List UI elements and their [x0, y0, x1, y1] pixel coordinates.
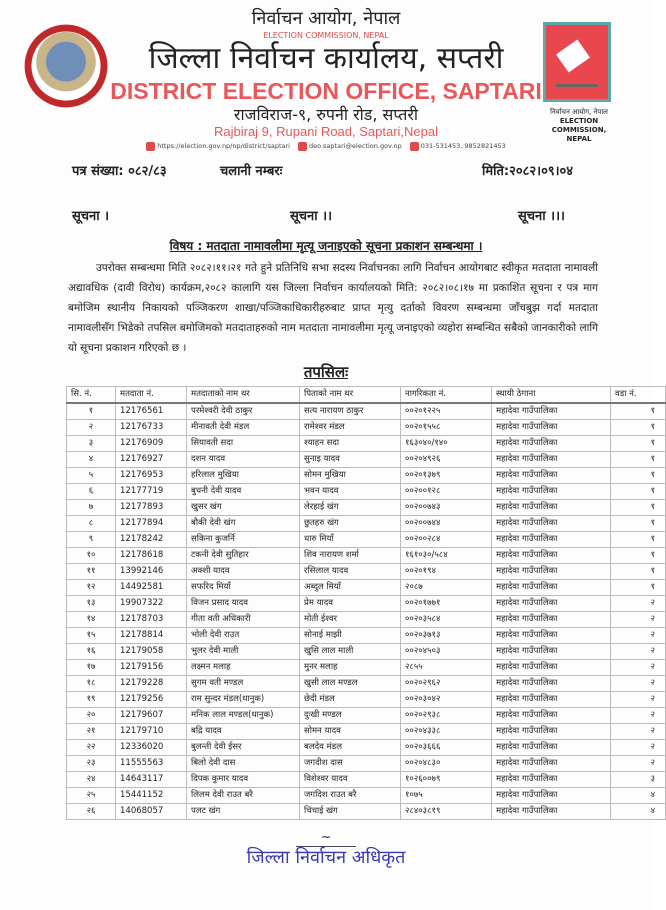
address-np: राजविराज-९, रुपनी रोड, सप्तरी: [233, 105, 419, 124]
table-header: [67, 387, 666, 404]
table-cell: छुतहरु खंग: [300, 516, 401, 532]
table-cell: १३: [67, 596, 116, 612]
table-cell: महादेवा गाउँपालिका: [492, 692, 611, 708]
table-cell: दिपक कुमार यादव: [187, 772, 300, 788]
column-header: सि. नं.: [67, 387, 116, 404]
table-cell: २१: [67, 724, 116, 740]
table-cell: ००२०१३७९: [401, 468, 492, 484]
table-cell: 12178703: [116, 612, 187, 628]
column-header: नागरिकता नं.: [401, 387, 492, 404]
table-cell: १५: [67, 628, 116, 644]
table-cell: ४: [611, 788, 666, 804]
table-row: [67, 708, 666, 724]
table-cell: टकनी देवी सुतिहार: [187, 548, 300, 564]
table-cell: 11555563: [116, 756, 187, 772]
table-row: [67, 564, 666, 580]
table-cell: महादेवा गाउँपालिका: [492, 772, 611, 788]
table-cell: ३: [67, 436, 116, 452]
column-header: मतदाताको नाम थर: [187, 387, 300, 404]
table-cell: २३: [67, 756, 116, 772]
table-row: [67, 772, 666, 788]
table-cell: ११: [67, 564, 116, 580]
table-cell: ००२००२८४: [401, 532, 492, 548]
table-cell: २८४०३८१९: [401, 804, 492, 820]
table-cell: १: [611, 420, 666, 436]
phone-text: 031-531453, 9852821453: [420, 142, 506, 150]
logo-caption-np: निर्वाचन आयोग, नेपाल: [550, 108, 608, 116]
logo-caption: [542, 108, 616, 144]
table-cell: 12176733: [116, 420, 187, 436]
table-row: [67, 420, 666, 436]
table-cell: 12179058: [116, 644, 187, 660]
table-cell: महादेवा गाउँपालिका: [492, 516, 611, 532]
table-cell: 12179607: [116, 708, 187, 724]
table-cell: भुलर देवी माली: [187, 644, 300, 660]
table-cell: २: [611, 596, 666, 612]
table-cell: बुधनी देवी यादव: [187, 484, 300, 500]
table-cell: १: [611, 468, 666, 484]
table-cell: ००२०२९६२: [401, 676, 492, 692]
table-cell: १६: [67, 644, 116, 660]
notice-label: सूचना ।: [72, 209, 110, 224]
table-cell: ००२०४८३०: [401, 756, 492, 772]
table-cell: २: [611, 644, 666, 660]
table-cell: 14643117: [116, 772, 187, 788]
table-cell: ००२००१२८: [401, 484, 492, 500]
column-header: मतदाता नं.: [116, 387, 187, 404]
commission-name-en: ELECTION COMMISSION, NEPAL: [263, 31, 389, 40]
table-cell: २: [611, 756, 666, 772]
table-cell: १४: [67, 612, 116, 628]
table-cell: ७: [67, 500, 116, 516]
table-cell: सफरिद मियाँ: [187, 580, 300, 596]
table-cell: महादेवा गाउँपालिका: [492, 436, 611, 452]
table-cell: लक्ष्मन मलाह: [187, 660, 300, 676]
table-cell: १: [611, 532, 666, 548]
signatory-title: जिल्ला निर्वाचन अधिकृत: [246, 847, 406, 868]
table-cell: दुःखी मण्डल: [300, 708, 401, 724]
table-cell: ९: [67, 532, 116, 548]
table-cell: ६: [67, 484, 116, 500]
table-cell: सत्य नारायण ठाकुर: [300, 403, 401, 420]
table-cell: ००२००७४३: [401, 500, 492, 516]
table-row: [67, 660, 666, 676]
table-cell: बद्रि यादव: [187, 724, 300, 740]
table-cell: २: [611, 692, 666, 708]
table-cell: १: [611, 436, 666, 452]
table-cell: सोनाई माझी: [300, 628, 401, 644]
table-cell: ००२००७४४: [401, 516, 492, 532]
table-cell: जगदिश राउत बरै: [300, 788, 401, 804]
table-row: [67, 452, 666, 468]
table-cell: २: [611, 724, 666, 740]
column-header: पिताको नाम थर: [300, 387, 401, 404]
table-cell: 19907322: [116, 596, 187, 612]
table-cell: शिव नारायण शर्मा: [300, 548, 401, 564]
table-cell: २: [611, 628, 666, 644]
table-cell: २८५५: [401, 660, 492, 676]
column-header: वडा नं.: [611, 387, 666, 404]
table-cell: ४: [611, 804, 666, 820]
letter-number: पत्र संख्या: ०८२/८३: [72, 164, 167, 179]
table-cell: सुनाइ यादव: [300, 452, 401, 468]
notice-body: [0, 238, 655, 875]
table-cell: ००२०२९३८: [401, 708, 492, 724]
letter-date: मिति:२०८२।०९।०४: [482, 164, 574, 179]
column-header: स्थायी ठेगाना: [492, 387, 611, 404]
table-cell: महादेवा गाउँपालिका: [492, 788, 611, 804]
table-cell: खुसी लाल मण्डल: [300, 676, 401, 692]
table-cell: १०२६००७९: [401, 772, 492, 788]
table-cell: मुनर मलाह: [300, 660, 401, 676]
table-cell: १: [611, 484, 666, 500]
table-cell: हरिलाल मुखिया: [187, 468, 300, 484]
table-cell: महादेवा गाउँपालिका: [492, 804, 611, 820]
table-cell: महादेवा गाउँपालिका: [492, 548, 611, 564]
table-cell: १: [611, 564, 666, 580]
table-row: [67, 788, 666, 804]
table-cell: राम सुन्दर मंडल(धानुक): [187, 692, 300, 708]
table-row: [67, 692, 666, 708]
table-cell: महादेवा गाउँपालिका: [492, 612, 611, 628]
table-cell: महादेवा गाउँपालिका: [492, 756, 611, 772]
table-cell: २६: [67, 804, 116, 820]
table-cell: २२: [67, 740, 116, 756]
table-cell: महादेवा गाउँपालिका: [492, 724, 611, 740]
signature-block: [0, 826, 652, 869]
table-cell: २: [611, 708, 666, 724]
commission-name-np: निर्वाचन आयोग, नेपाल: [251, 8, 401, 29]
table-cell: महादेवा गाउँपालिका: [492, 580, 611, 596]
table-cell: 12178814: [116, 628, 187, 644]
table-row: [67, 580, 666, 596]
table-cell: ५: [67, 468, 116, 484]
signature: ~: [296, 830, 356, 847]
table-cell: २: [611, 676, 666, 692]
table-cell: २: [611, 740, 666, 756]
table-cell: सोमन यादव: [300, 724, 401, 740]
table-cell: बौकी देवी खंग: [187, 516, 300, 532]
address-en: Rajbiraj 9, Rupani Road, Saptari,Nepal: [213, 124, 438, 139]
table-cell: 13992146: [116, 564, 187, 580]
table-cell: सियावती सदा: [187, 436, 300, 452]
table-cell: ००२०४९२६: [401, 452, 492, 468]
table-cell: १६३०४०/१४०: [401, 436, 492, 452]
table-cell: १०: [67, 548, 116, 564]
table-cell: ००२०३५८४: [401, 612, 492, 628]
table-cell: ००२०३६६६: [401, 740, 492, 756]
table-cell: ००२०३०४२: [401, 692, 492, 708]
table-cell: महादेवा गाउँपालिका: [492, 468, 611, 484]
deceased-voters-table: [66, 386, 666, 820]
table-row: [67, 596, 666, 612]
table-cell: पलट खंग: [187, 804, 300, 820]
table-cell: ००२०४३३८: [401, 724, 492, 740]
table-cell: महादेवा गाउँपालिका: [492, 452, 611, 468]
table-cell: महादेवा गाउँपालिका: [492, 403, 611, 420]
table-row: [67, 436, 666, 452]
contact-bar: [0, 141, 652, 151]
table-cell: अक्शी यादव: [187, 564, 300, 580]
table-cell: महादेवा गाउँपालिका: [492, 596, 611, 612]
table-cell: बुलन्ती देवी ईसर: [187, 740, 300, 756]
table-row: [67, 676, 666, 692]
table-cell: भोली देवी राउत: [187, 628, 300, 644]
table-cell: १: [611, 452, 666, 468]
table-cell: २: [611, 660, 666, 676]
table-row: [67, 484, 666, 500]
logo-caption-en: ELECTION COMMISSION, NEPAL: [551, 117, 607, 143]
table-cell: खुसर खंग: [187, 500, 300, 516]
table-cell: २४: [67, 772, 116, 788]
table-row: [67, 516, 666, 532]
table-title: तपसिलः: [303, 363, 349, 381]
table-cell: चिचाई खंग: [300, 804, 401, 820]
table-row: [67, 724, 666, 740]
table-row: [67, 548, 666, 564]
table-cell: 12179256: [116, 692, 187, 708]
table-cell: महादेवा गाउँपालिका: [492, 532, 611, 548]
table-cell: भवन यादव: [300, 484, 401, 500]
dispatch-number: चलानी नम्बरः: [220, 164, 283, 179]
table-row: [67, 804, 666, 820]
table-cell: ००२०१९४: [401, 564, 492, 580]
table-cell: सकिना कुजर्नि: [187, 532, 300, 548]
table-cell: महादेवा गाउँपालिका: [492, 420, 611, 436]
table-cell: मोती ईश्वर: [300, 612, 401, 628]
table-cell: ००२०१५५८: [401, 420, 492, 436]
table-cell: सोमन मुखिया: [300, 468, 401, 484]
table-cell: १८: [67, 676, 116, 692]
table-cell: १: [611, 580, 666, 596]
table-cell: विजन प्रसाद यादव: [187, 596, 300, 612]
table-cell: ००२०१२२५: [401, 403, 492, 420]
table-cell: अब्दुल मियाँ: [300, 580, 401, 596]
table-cell: 12176909: [116, 436, 187, 452]
table-cell: लिलम देवी राउत बरै: [187, 788, 300, 804]
table-cell: बिलो देवी दास: [187, 756, 300, 772]
notice-label: सूचना ।।: [290, 209, 333, 224]
table-cell: २: [611, 612, 666, 628]
table-cell: २०८७: [401, 580, 492, 596]
table-cell: 12336020: [116, 740, 187, 756]
phone: [410, 141, 506, 151]
table-cell: महादेवा गाउँपालिका: [492, 500, 611, 516]
table-cell: महादेवा गाउँपालिका: [492, 484, 611, 500]
body-paragraph: उपरोक्त सम्बन्धमा मिति २०८२।११।२१ गते हुने प्रतिनिधि सभा सदस्य निर्वाचनका लागि निर्वाचन आयोगबाट स्वीकृत मतदाता नामावली अद्यावधिक (दावी विरोध) कार्यक्रम,२०८२ कालागि यस जिल्ला निर्वाचन कार्यालयको मिति: २०८२।०८।१७ मा प्रकाशित सूचना र पत्र माग बमोजिम स्थानीय निकायको पञ्जिकरण शाखा/पञ्जिकाधिकारीहरुबाट प्राप्त मृत्यु दर्ताको विवरण सम्बन्धमा जाँचबुझ गर्दा मतदाता नामावलीसँग भिडेको तपसिल बमोजिमको मतदाताहरुको नाम मतदाता नामावलीमा मृत्यू जनाइएको व्यहोरा सम्बन्धित सबैको जानकारीको लागि यो सूचना प्रकाशन गरिएको छ ।: [68, 262, 598, 354]
table-cell: 15441152: [116, 788, 187, 804]
table-cell: प्रेम यादव: [300, 596, 401, 612]
table-row: [67, 403, 666, 420]
table-cell: महादेवा गाउँपालिका: [492, 660, 611, 676]
table-cell: १६१०३०/५८४: [401, 548, 492, 564]
subject-line: विषय : मतदाता नामावलीमा मृत्यू जनाइएको सूचना प्रकाशन सम्बन्धमा ।: [169, 239, 483, 253]
table-cell: १०७५: [401, 788, 492, 804]
table-cell: जगदीश दास: [300, 756, 401, 772]
table-row: [67, 468, 666, 484]
table-cell: १: [611, 500, 666, 516]
table-cell: १७: [67, 660, 116, 676]
table-cell: बलदेव मंडल: [300, 740, 401, 756]
table-row: [67, 612, 666, 628]
table-cell: दशन यादव: [187, 452, 300, 468]
table-cell: 14492581: [116, 580, 187, 596]
table-cell: 12179710: [116, 724, 187, 740]
table-cell: परमेश्वरी देवी ठाकुर: [187, 403, 300, 420]
table-cell: 12176953: [116, 468, 187, 484]
table-cell: सुगम वती मण्डल: [187, 676, 300, 692]
table-row: [67, 756, 666, 772]
table-cell: ४: [67, 452, 116, 468]
phone-icon: [410, 142, 419, 151]
table-cell: महादेवा गाउँपालिका: [492, 676, 611, 692]
website-text[interactable]: https://election.gov.np/np/district/saptari: [157, 142, 290, 150]
table-cell: 12178242: [116, 532, 187, 548]
table-cell: १: [611, 548, 666, 564]
table-row: [67, 740, 666, 756]
table-cell: २: [67, 420, 116, 436]
table-cell: १: [67, 403, 116, 420]
table-cell: 12178618: [116, 548, 187, 564]
table-cell: 12177893: [116, 500, 187, 516]
website[interactable]: [146, 141, 290, 151]
table-cell: छेदी मंडल: [300, 692, 401, 708]
table-row: [67, 500, 666, 516]
table-cell: मीनावती देवी मंडल: [187, 420, 300, 436]
table-cell: महादेवा गाउँपालिका: [492, 740, 611, 756]
table-row: [67, 628, 666, 644]
table-cell: श्याहन सदा: [300, 436, 401, 452]
table-row: [67, 644, 666, 660]
table-cell: 12179156: [116, 660, 187, 676]
table-cell: रामेश्वर मंडल: [300, 420, 401, 436]
table-cell: 12177894: [116, 516, 187, 532]
table-cell: ८: [67, 516, 116, 532]
table-row: [67, 532, 666, 548]
table-cell: लेरहाई खंग: [300, 500, 401, 516]
table-cell: मनिक लाल मण्डल(धानुक): [187, 708, 300, 724]
notice-label: सूचना ।।।: [518, 209, 565, 224]
table-cell: ००२०३७१३: [401, 628, 492, 644]
table-cell: 12177719: [116, 484, 187, 500]
table-cell: महादेवा गाउँपालिका: [492, 644, 611, 660]
table-cell: महादेवा गाउँपालिका: [492, 564, 611, 580]
table-cell: खुसि लाल माली: [300, 644, 401, 660]
table-cell: १: [611, 516, 666, 532]
table-cell: ००२०१७७१: [401, 596, 492, 612]
office-name-en: DISTRICT ELECTION OFFICE, SAPTARI: [110, 78, 542, 104]
table-cell: 12179228: [116, 676, 187, 692]
email-text[interactable]: deo.saptari@election.gov.np: [308, 142, 402, 150]
table-cell: २५: [67, 788, 116, 804]
table-cell: १: [611, 403, 666, 420]
table-cell: ३: [611, 772, 666, 788]
email[interactable]: [298, 141, 402, 151]
table-cell: १९: [67, 692, 116, 708]
table-cell: विशेश्वर यादव: [300, 772, 401, 788]
table-cell: 12176927: [116, 452, 187, 468]
mail-icon: [298, 142, 307, 151]
office-name-np: जिल्ला निर्वाचन कार्यालय, सप्तरी: [148, 41, 504, 76]
table-cell: 14068057: [116, 804, 187, 820]
table-cell: धारु मियाँ: [300, 532, 401, 548]
table-cell: २०: [67, 708, 116, 724]
table-cell: १२: [67, 580, 116, 596]
table-cell: गीता वती अधिकारी: [187, 612, 300, 628]
table-cell: ००२०४५०३: [401, 644, 492, 660]
table-cell: रसिलाल यादव: [300, 564, 401, 580]
table-cell: महादेवा गाउँपालिका: [492, 708, 611, 724]
globe-icon: [146, 142, 155, 151]
table-cell: महादेवा गाउँपालिका: [492, 628, 611, 644]
table-cell: 12176561: [116, 403, 187, 420]
